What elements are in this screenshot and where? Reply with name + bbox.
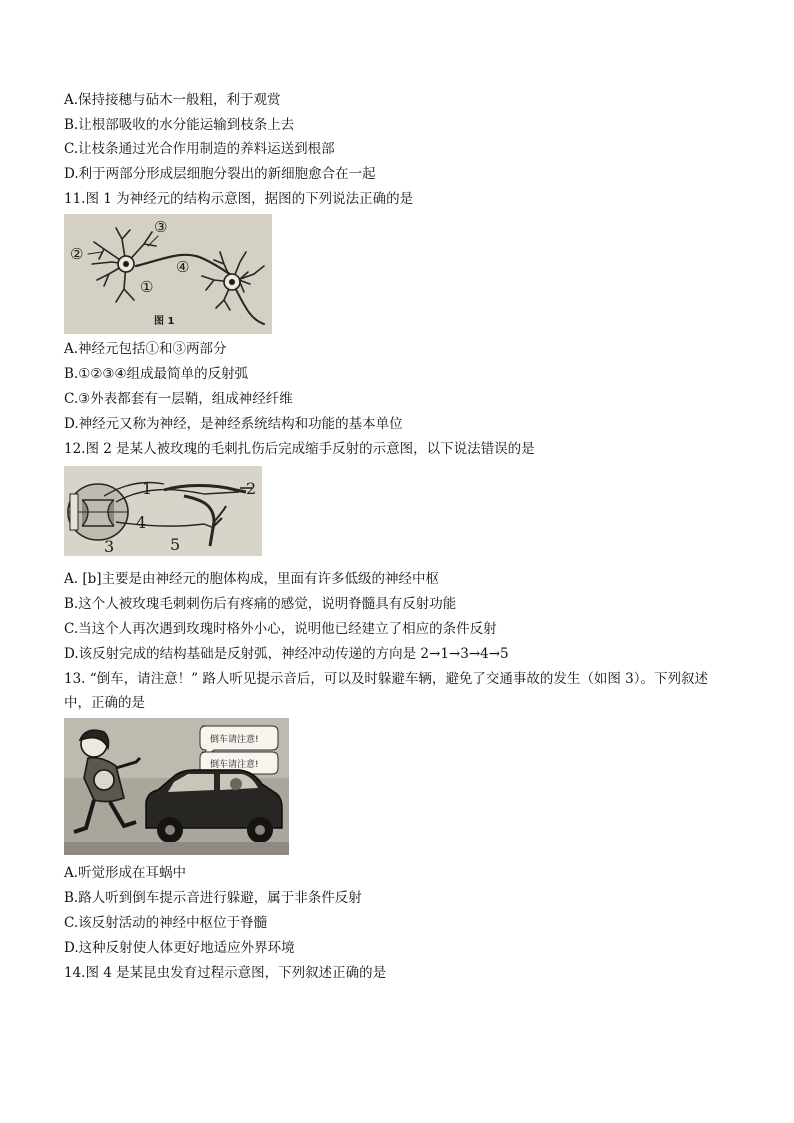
q13-stem-line1: 13. “倒车，请注意！” 路人听见提示音后，可以及时躲避车辆，避免了交通事故的发生（如图 3）。下列叙述 xyxy=(64,671,708,687)
q10-option-c: C.让枝条通过光合作用制造的养料运送到根部 xyxy=(64,141,335,157)
q13-option-c: C.该反射活动的神经中枢位于脊髓 xyxy=(64,915,268,931)
q12-option-b: B.这个人被玫瑰毛刺刺伤后有疼痛的感觉，说明脊髓具有反射功能 xyxy=(64,596,457,612)
neuron-label-4: ④ xyxy=(176,258,190,276)
q10-option-d: D.利于两部分形成层细胞分裂出的新细胞愈合在一起 xyxy=(64,166,376,182)
reflex-label-5: 5 xyxy=(170,535,181,554)
q13-option-a: A.听觉形成在耳蜗中 xyxy=(64,865,187,881)
q12-option-a: A. [b]主要是由神经元的胞体构成，里面有许多低级的神经中枢 xyxy=(64,571,440,587)
q10-option-b: B.让根部吸收的水分能运输到枝条上去 xyxy=(64,117,295,133)
neuron-figure xyxy=(64,214,272,334)
q11-option-c: C.③外表都套有一层鞘，组成神经纤维 xyxy=(64,391,293,407)
q14-stem: 14.图 4 是某昆虫发育过程示意图，下列叙述正确的是 xyxy=(64,965,387,981)
bubble-text-1: 倒车请注意! xyxy=(210,735,259,745)
reversing-car-figure xyxy=(64,718,289,855)
q13-option-d: D.这种反射使人体更好地适应外界环境 xyxy=(64,940,295,956)
bubble-text-2: 倒车请注意! xyxy=(210,760,259,770)
figure-1-caption: 图 1 xyxy=(154,316,175,327)
neuron-label-1: ① xyxy=(140,278,154,296)
q11-option-a: A.神经元包括①和③两部分 xyxy=(64,341,227,357)
reflex-label-3: 3 xyxy=(104,537,115,556)
neuron-label-3: ③ xyxy=(154,218,168,236)
q13-option-b: B.路人听到倒车提示音进行躲避，属于非条件反射 xyxy=(64,890,362,906)
q13-stem-line2: 中，正确的是 xyxy=(64,695,145,711)
reflex-label-2: 2 xyxy=(246,479,257,498)
reflex-label-4: 4 xyxy=(136,513,147,532)
q10-option-a: A.保持接穗与砧木一般粗，利于观赏 xyxy=(64,92,281,108)
q12-option-c: C.当这个人再次遇到玫瑰时格外小心，说明他已经建立了相应的条件反射 xyxy=(64,621,497,637)
q12-option-d: D.该反射完成的结构基础是反射弧，神经冲动传递的方向是 2→1→3→4→5 xyxy=(64,646,509,662)
q11-stem: 11.图 1 为神经元的结构示意图，据图的下列说法正确的是 xyxy=(64,191,414,207)
reflex-label-1: 1 xyxy=(142,479,153,498)
reflex-arc-figure xyxy=(64,466,262,556)
q12-stem: 12.图 2 是某人被玫瑰的毛刺扎伤后完成缩手反射的示意图，以下说法错误的是 xyxy=(64,441,535,457)
neuron-label-2: ② xyxy=(70,245,84,263)
q11-option-d: D.神经元又称为神经，是神经系统结构和功能的基本单位 xyxy=(64,416,403,432)
q11-option-b: B.①②③④组成最简单的反射弧 xyxy=(64,366,249,382)
